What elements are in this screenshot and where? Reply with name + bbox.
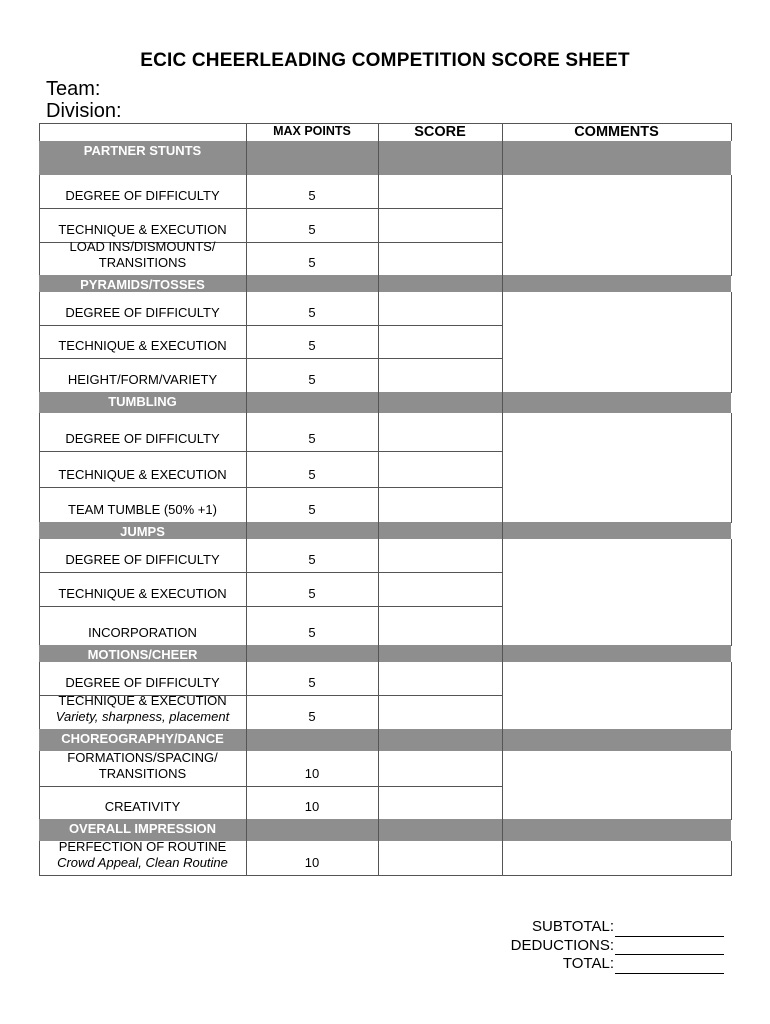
section-title: MOTIONS/CHEER — [87, 647, 198, 662]
column-divider — [502, 141, 503, 175]
team-label: Team: — [46, 78, 101, 100]
criterion-text: FORMATIONS/SPACING/ — [67, 750, 218, 765]
column-divider — [502, 275, 503, 292]
column-divider — [246, 141, 247, 175]
column-divider — [502, 645, 503, 662]
column-divider — [378, 751, 379, 819]
column-header-comments: COMMENTS — [574, 124, 659, 140]
column-divider — [246, 413, 247, 522]
score-input[interactable] — [379, 540, 501, 571]
column-divider — [502, 539, 503, 645]
max-points-value: 5 — [308, 625, 316, 640]
criterion-label: TECHNIQUE & EXECUTION — [58, 586, 227, 601]
score-input[interactable] — [379, 359, 501, 391]
criterion-label: TECHNIQUE & EXECUTION — [58, 467, 227, 482]
max-points-value: 5 — [308, 338, 316, 353]
column-divider — [731, 123, 732, 141]
column-divider — [378, 275, 379, 292]
subtotal-label: SUBTOTAL: — [532, 918, 614, 935]
score-input[interactable] — [379, 752, 501, 785]
score-input[interactable] — [379, 787, 501, 818]
max-points-value: 10 — [304, 855, 320, 870]
criterion-text: PERFECTION OF ROUTINE — [58, 839, 227, 854]
max-points-value: 10 — [304, 799, 320, 814]
row-divider — [39, 875, 732, 876]
deductions-row — [511, 937, 724, 956]
total-row — [511, 955, 724, 974]
criterion-label: INCORPORATION — [88, 625, 197, 640]
column-divider — [502, 819, 503, 841]
criterion-subtext: Crowd Appeal, Clean Routine — [57, 855, 228, 870]
criterion-label: TECHNIQUE & EXECUTION — [58, 222, 227, 237]
comments-input[interactable] — [503, 414, 730, 521]
max-points-value: 5 — [308, 552, 316, 567]
criterion-label: DEGREE OF DIFFICULTY — [65, 675, 220, 690]
comments-input[interactable] — [503, 842, 730, 874]
column-divider — [246, 275, 247, 292]
score-input[interactable] — [379, 209, 501, 241]
column-divider — [502, 413, 503, 522]
column-divider — [246, 392, 247, 413]
column-divider — [246, 841, 247, 875]
table-top-border — [39, 123, 732, 124]
max-points-value: 5 — [308, 502, 316, 517]
criterion-text: TRANSITIONS — [98, 255, 187, 270]
criterion-label: HEIGHT/FORM/VARIETY — [67, 372, 218, 387]
criterion-label — [39, 693, 246, 725]
sheet-title: ECIC CHEERLEADING COMPETITION SCORE SHEET — [140, 50, 630, 71]
column-divider — [378, 819, 379, 841]
column-divider — [731, 539, 732, 645]
score-input[interactable] — [379, 663, 501, 694]
column-divider — [731, 413, 732, 522]
column-divider — [378, 539, 379, 645]
section-title: TUMBLING — [108, 394, 177, 409]
column-divider — [246, 751, 247, 819]
column-divider — [378, 123, 379, 141]
criterion-label: DEGREE OF DIFFICULTY — [65, 188, 220, 203]
criterion-label: DEGREE OF DIFFICULTY — [65, 552, 220, 567]
column-divider — [731, 662, 732, 729]
column-header-score: SCORE — [414, 124, 466, 140]
column-divider — [378, 292, 379, 392]
score-input[interactable] — [379, 293, 501, 324]
column-divider — [246, 292, 247, 392]
max-points-value: 10 — [304, 766, 320, 781]
deductions-label: DEDUCTIONS: — [510, 936, 614, 954]
column-divider — [378, 645, 379, 662]
column-divider — [502, 662, 503, 729]
max-points-value: 5 — [308, 188, 316, 203]
column-divider — [378, 729, 379, 751]
column-divider — [731, 292, 732, 392]
column-divider — [246, 539, 247, 645]
totals-block — [511, 918, 724, 974]
subtotal-field[interactable] — [615, 921, 724, 937]
column-divider — [246, 662, 247, 729]
column-divider — [39, 175, 40, 275]
column-divider — [246, 819, 247, 841]
max-points-value: 5 — [308, 586, 316, 601]
max-points-value: 5 — [308, 222, 316, 237]
deductions-field[interactable] — [615, 939, 724, 955]
score-input[interactable] — [379, 488, 501, 521]
column-divider — [246, 522, 247, 539]
column-divider — [378, 413, 379, 522]
score-input[interactable] — [379, 243, 501, 274]
column-divider — [246, 729, 247, 751]
section-title: PARTNER STUNTS — [83, 143, 202, 158]
score-input[interactable] — [379, 414, 501, 450]
max-points-value: 5 — [308, 305, 316, 320]
column-divider — [502, 292, 503, 392]
score-input[interactable] — [379, 176, 501, 207]
section-title: JUMPS — [120, 524, 165, 539]
column-divider — [731, 841, 732, 875]
criterion-label — [39, 239, 246, 271]
subtotal-row — [511, 918, 724, 937]
criterion-label: TEAM TUMBLE (50% +1) — [68, 502, 217, 517]
column-divider — [39, 413, 40, 522]
column-divider — [502, 392, 503, 413]
criterion-text: TECHNIQUE & EXECUTION — [58, 693, 227, 708]
column-divider — [39, 123, 40, 141]
column-divider — [246, 123, 247, 141]
column-divider — [39, 841, 40, 875]
criterion-text: TRANSITIONS — [98, 766, 187, 781]
max-points-value: 5 — [308, 372, 316, 387]
score-input[interactable] — [379, 607, 501, 644]
max-points-value: 5 — [308, 255, 316, 270]
column-divider — [246, 645, 247, 662]
division-label: Division: — [46, 100, 122, 122]
score-input[interactable] — [379, 573, 501, 605]
criterion-label: DEGREE OF DIFFICULTY — [65, 431, 220, 446]
section-title: OVERALL IMPRESSION — [68, 821, 217, 836]
max-points-value: 5 — [308, 709, 316, 724]
max-points-value: 5 — [308, 467, 316, 482]
comments-input[interactable] — [503, 540, 730, 644]
column-divider — [378, 522, 379, 539]
criterion-label — [39, 750, 246, 782]
criterion-subtext: Variety, sharpness, placement — [55, 709, 230, 724]
criterion-label: CREATIVITY — [104, 799, 181, 814]
criterion-label — [39, 839, 246, 871]
column-divider — [39, 292, 40, 392]
column-divider — [39, 662, 40, 729]
column-divider — [502, 522, 503, 539]
total-label: TOTAL: — [562, 955, 614, 972]
column-divider — [731, 175, 732, 275]
criterion-text: LOAD INS/DISMOUNTS/ — [69, 239, 216, 254]
column-divider — [246, 175, 247, 275]
total-field[interactable] — [615, 958, 724, 974]
column-divider — [502, 175, 503, 275]
column-divider — [378, 662, 379, 729]
section-title: PYRAMIDS/TOSSES — [80, 277, 205, 292]
max-points-value: 5 — [308, 675, 316, 690]
comments-input[interactable] — [503, 176, 730, 274]
column-header-max-points: MAX POINTS — [273, 124, 351, 138]
score-input[interactable] — [379, 326, 501, 357]
column-divider — [502, 729, 503, 751]
criterion-label: DEGREE OF DIFFICULTY — [65, 305, 220, 320]
score-input[interactable] — [379, 842, 501, 874]
column-divider — [502, 841, 503, 875]
column-divider — [378, 841, 379, 875]
score-input[interactable] — [379, 452, 501, 486]
column-divider — [378, 141, 379, 175]
criterion-label: TECHNIQUE & EXECUTION — [58, 338, 227, 353]
max-points-value: 5 — [308, 431, 316, 446]
column-divider — [39, 539, 40, 645]
column-divider — [39, 751, 40, 819]
comments-input[interactable] — [503, 752, 730, 818]
score-input[interactable] — [379, 696, 501, 728]
column-divider — [731, 751, 732, 819]
comments-input[interactable] — [503, 663, 730, 728]
section-title: CHOREOGRAPHY/DANCE — [61, 731, 224, 746]
column-divider — [502, 751, 503, 819]
column-divider — [378, 175, 379, 275]
comments-input[interactable] — [503, 293, 730, 391]
column-divider — [502, 123, 503, 141]
column-divider — [378, 392, 379, 413]
